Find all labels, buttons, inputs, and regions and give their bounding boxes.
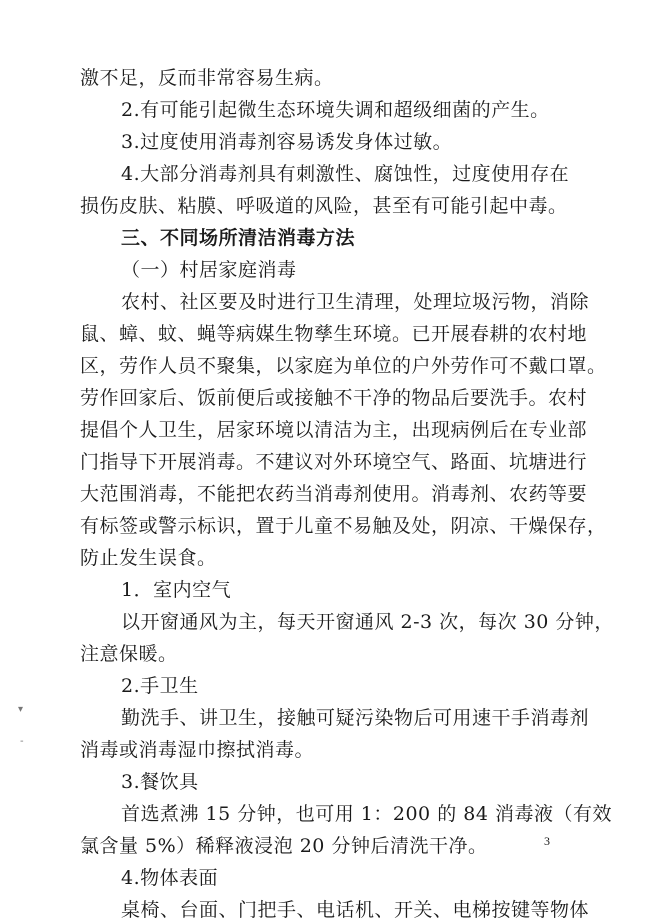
paragraph-line: 氯含量 5%）稀释液浸泡 20 分钟后清洗干净。 xyxy=(80,835,488,857)
paragraph-line: 以开窗通风为主，每天开窗通风 2-3 次，每次 30 分钟， xyxy=(121,611,614,633)
list-item: 2.有可能引起微生态环境失调和超级细菌的产生。 xyxy=(121,99,550,121)
paragraph-line: 防止发生误食。 xyxy=(80,547,217,569)
scan-mark: ▾ xyxy=(18,704,24,715)
text-line: 损伤皮肤、粘膜、呼吸道的风险，甚至有可能引起中毒。 xyxy=(80,195,568,217)
paragraph-line: 桌椅、台面、门把手、电话机、开关、电梯按键等物体 xyxy=(121,899,590,921)
paragraph-line: 劳作回家后、饭前便后或接触不干净的物品后要洗手。农村 xyxy=(80,387,588,409)
paragraph-line: 区，劳作人员不聚集，以家庭为单位的户外劳作可不戴口罩。 xyxy=(80,355,607,377)
item-heading: 3.餐饮具 xyxy=(121,771,199,793)
paragraph-line: 提倡个人卫生，居家环境以清洁为主，出现病例后在专业部 xyxy=(80,419,588,441)
list-item: 3.过度使用消毒剂容易诱发身体过敏。 xyxy=(121,131,453,153)
paragraph-line: 门指导下开展消毒。不建议对外环境空气、路面、坑塘进行 xyxy=(80,451,588,473)
section-heading: 三、不同场所清洁消毒方法 xyxy=(121,227,356,249)
text-line: 激不足，反而非常容易生病。 xyxy=(80,67,334,89)
paragraph-line: 农村、社区要及时进行卫生清理，处理垃圾污物，消除 xyxy=(121,291,590,313)
item-heading: 1．室内空气 xyxy=(121,579,232,601)
item-heading: 4.物体表面 xyxy=(121,867,219,889)
item-heading: 2.手卫生 xyxy=(121,675,199,697)
paragraph-line: 消毒或消毒湿巾擦拭消毒。 xyxy=(80,739,315,761)
paragraph-line: 首选煮沸 15 分钟，也可用 1：200 的 84 消毒液（有效 xyxy=(121,803,612,825)
list-item: 4.大部分消毒剂具有刺激性、腐蚀性，过度使用存在 xyxy=(121,163,570,185)
paragraph-line: 有标签或警示标识，置于儿童不易触及处，阴凉、干燥保存， xyxy=(80,515,607,537)
paragraph-line: 勤洗手、讲卫生，接触可疑污染物后可用速干手消毒剂 xyxy=(121,707,590,729)
paragraph-line: 鼠、蟑、蚊、蝇等病媒生物孳生环境。已开展春耕的农村地 xyxy=(80,323,588,345)
scan-mark: ‑ xyxy=(20,736,24,747)
paragraph-line: 大范围消毒，不能把农药当消毒剂使用。消毒剂、农药等要 xyxy=(80,483,588,505)
page-number: 3 xyxy=(544,834,550,848)
paragraph-line: 注意保暖。 xyxy=(80,643,178,665)
subsection-heading: （一）村居家庭消毒 xyxy=(121,259,297,281)
